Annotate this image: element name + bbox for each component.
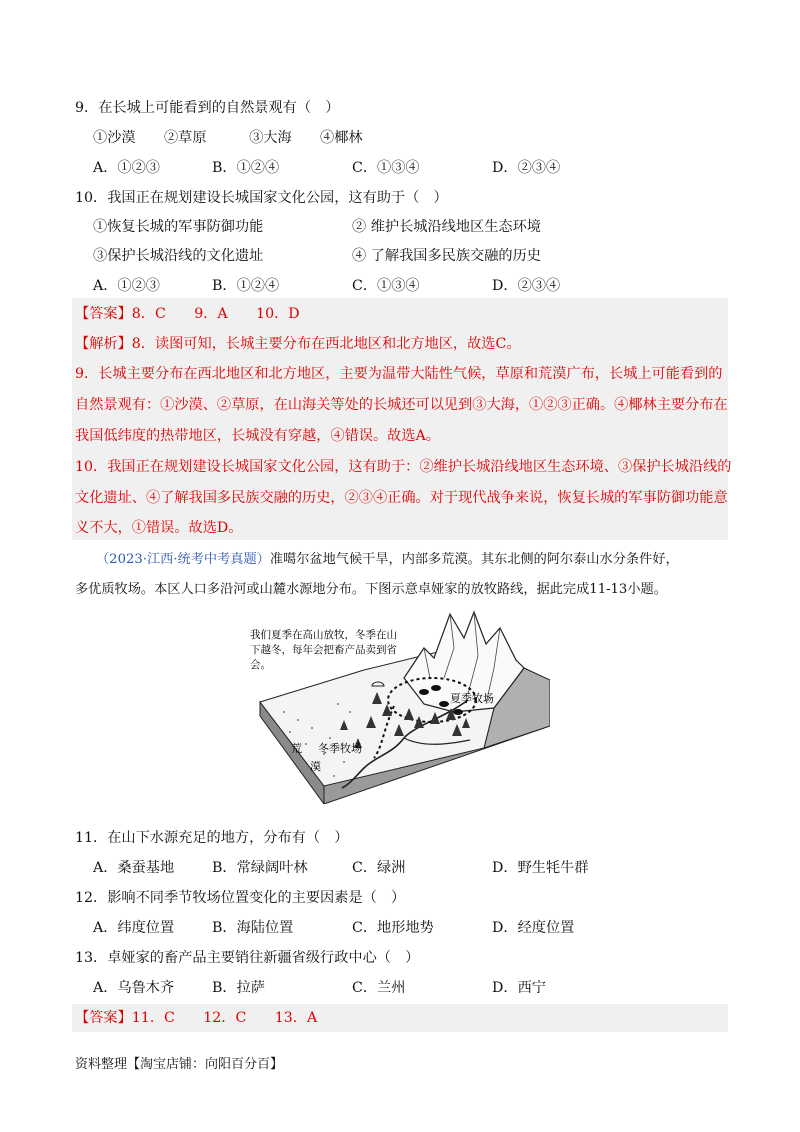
question-10-item-4: ④ 了解我国多民族交融的历史 (352, 248, 541, 264)
question-12-option-d: D．经度位置 (492, 920, 575, 936)
question-13-option-c: C．兰州 (352, 980, 406, 996)
question-13-option-b: B．拉萨 (212, 980, 265, 996)
analysis-line-7: 义不大，①错误。故选D。 (75, 520, 243, 536)
question-9-option-b: B．①②④ (212, 160, 280, 176)
question-11-option-c: C．绿洲 (352, 860, 406, 876)
passage-line-1 (96, 550, 679, 570)
passage-source: （2023·江西·统考中考真题） (96, 552, 270, 567)
passage-line-2: 多优质牧场。本区人口多沿河或山麓水源地分布。下图示意卓娅家的放牧路线，据此完成11-13小题。 (75, 582, 667, 597)
passage-text-1: 准噶尔盆地气候干旱，内部多荒漠。其东北侧的阿尔泰山水分条件好， (269, 552, 679, 567)
answer-text: 8．C 9．A 10．D (131, 306, 300, 322)
question-11-option-d: D．野生牦牛群 (492, 860, 589, 876)
question-9-option-a: A．①②③ (93, 160, 160, 176)
question-10-item-2: ② 维护长城沿线地区生态环境 (352, 219, 541, 235)
question-11-stem: 11．在山下水源充足的地方，分布有（ ） (75, 830, 349, 846)
question-10-item-1: ①恢复长城的军事防御功能 (93, 219, 264, 235)
analysis-line-5: 10．我国正在规划建设长城国家文化公园，这有助于：②维护长城沿线地区生态环境、③保护长城沿线的 (75, 459, 732, 475)
answer-text-2: 11．C 12．C 13．A (131, 1010, 318, 1026)
analysis-tag: 【解析】 (75, 336, 132, 352)
analysis-text-1: 8．读图可知，长城主要分布在西北地区和北方地区，故选C。 (131, 336, 521, 352)
figure-caption: 我们夏季在高山放牧，冬季在山下越冬，每年会把畜产品卖到省会。 (250, 629, 397, 671)
analysis-line-2: 9．长城主要分布在西北地区和北方地区，主要为温带大陆性气候，草原和荒漠广布，长城上可能看到的 (75, 366, 723, 382)
question-10-item-3: ③保护长城沿线的文化遗址 (93, 248, 264, 264)
question-9-option-c: C．①③④ (352, 160, 420, 176)
question-12-option-a: A．纬度位置 (93, 920, 175, 936)
question-10-option-a: A．①②③ (93, 278, 160, 294)
desert-label-1: 荒 (291, 742, 302, 755)
question-9-stem: 9．在长城上可能看到的自然景观有（ ） (75, 100, 340, 116)
analysis-line-6: 文化遗址、④了解我国多民族交融的历史，②③④正确。对于现代战争来说，恢复长城的军事防御功能意 (75, 490, 728, 506)
answer-tag: 【答案】 (75, 306, 132, 322)
question-11-option-a: A．桑蚕基地 (93, 860, 175, 876)
analysis-line-1 (75, 334, 521, 354)
answer-line-2 (75, 1008, 317, 1028)
analysis-line-4: 我国低纬度的热带地区，长城没有穿越，④错误。故选A。 (75, 428, 440, 444)
question-10-option-b: B．①②④ (212, 278, 280, 294)
footer-note: 资料整理【淘宝店铺：向阳百分百】 (75, 1057, 284, 1072)
question-9-option-d: D．②③④ (492, 160, 561, 176)
question-12-option-c: C．地形地势 (352, 920, 434, 936)
question-13-option-d: D．西宁 (492, 980, 546, 996)
winter-pasture-label: 冬季牧场 (318, 742, 362, 755)
question-9-items: ①沙漠 ②草原 ③大海 ④椰林 (93, 130, 363, 146)
question-10-option-c: C．①③④ (352, 278, 420, 294)
question-13-option-a: A．乌鲁木齐 (93, 980, 175, 996)
question-10-stem: 10．我国正在规划建设长城国家文化公园，这有助于（ ） (75, 190, 448, 206)
answer-tag-2: 【答案】 (75, 1010, 132, 1026)
question-11-option-b: B．常绿阔叶林 (212, 860, 308, 876)
question-10-option-d: D．②③④ (492, 278, 561, 294)
analysis-line-3: 自然景观有：①沙漠、②草原，在山海关等处的长城还可以见到③大海，①②③正确。④椰林主要分布在 (75, 397, 728, 413)
desert-label-2: 漠 (310, 760, 321, 773)
question-12-option-b: B．海陆位置 (212, 920, 294, 936)
answer-line-1 (75, 304, 300, 324)
summer-pasture-label: 夏季牧场 (450, 692, 494, 705)
question-12-stem: 12．影响不同季节牧场位置变化的主要因素是（ ） (75, 890, 406, 906)
question-13-stem: 13．卓娅家的畜产品主要销往新疆省级行政中心（ ） (75, 950, 420, 966)
